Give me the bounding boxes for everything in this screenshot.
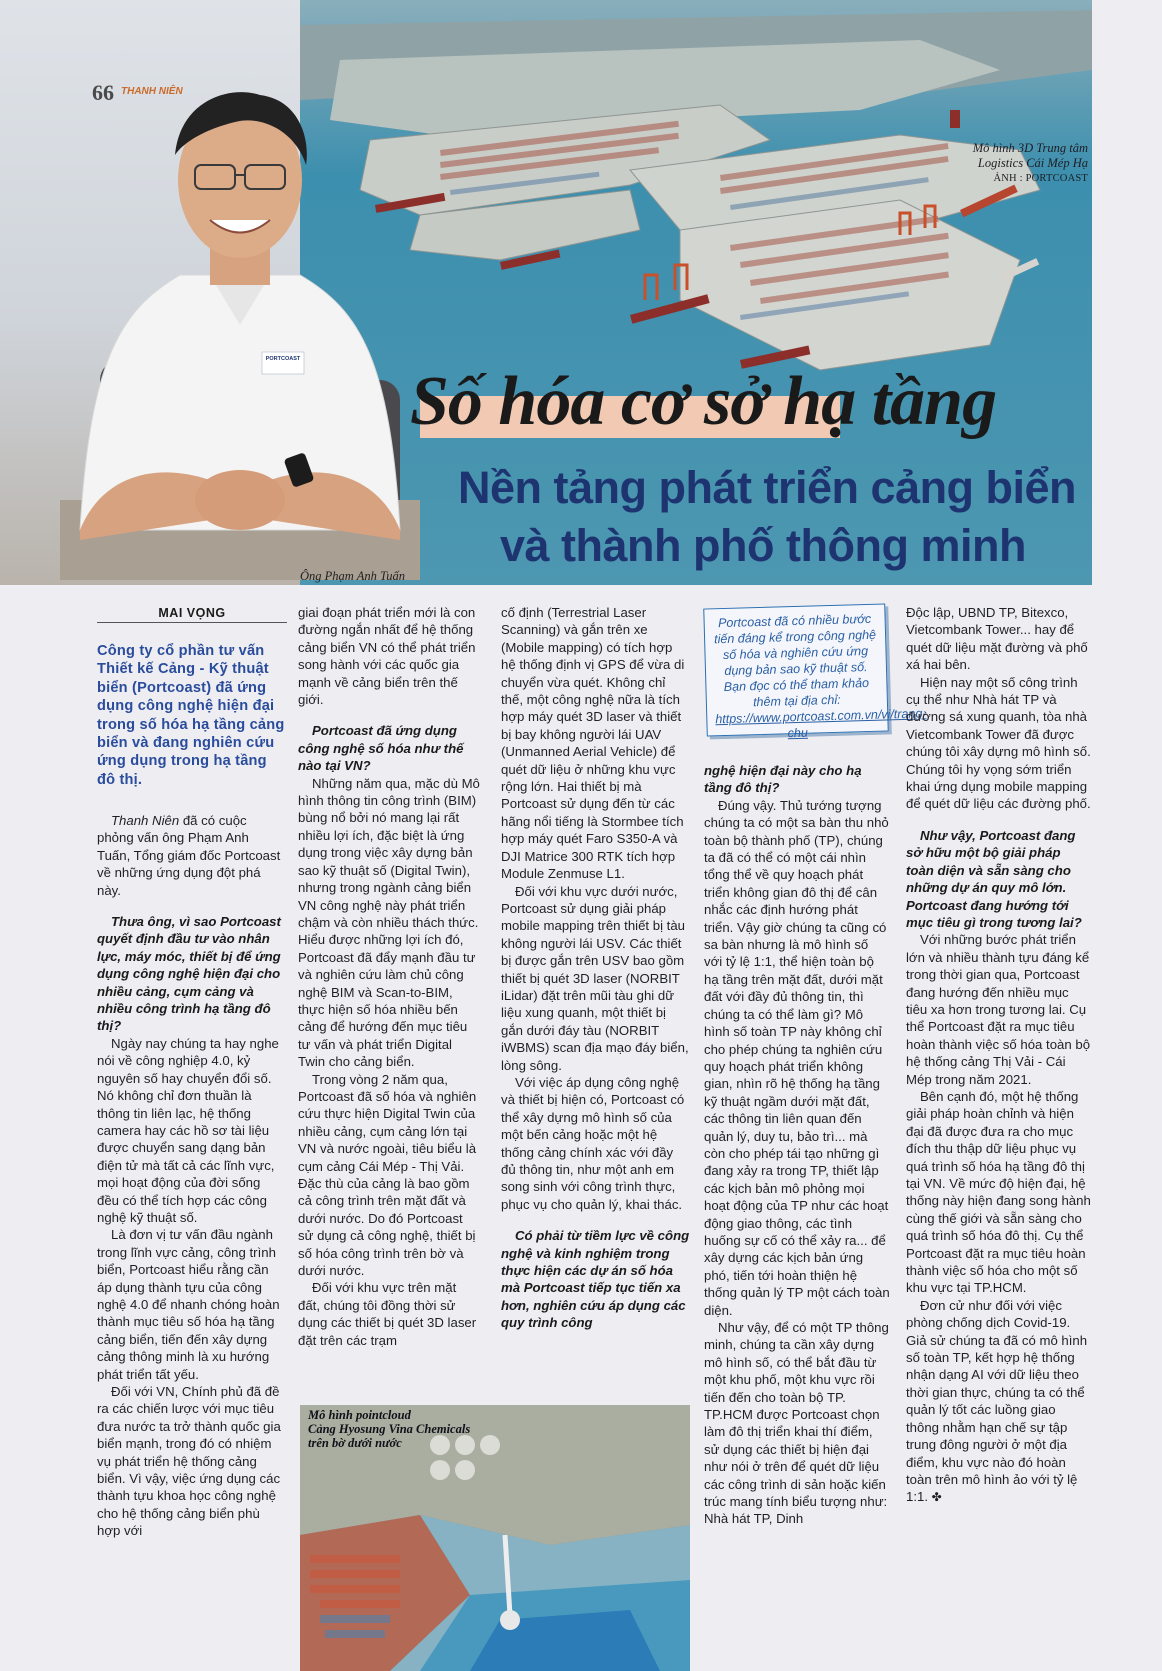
pointcloud-caption <box>308 1408 470 1450</box>
shirt-logo: PORTCOAST <box>265 356 301 362</box>
interview-question-2: Portcoast đã ứng dụng công nghệ số hóa như thế nào tại VN? <box>298 723 464 774</box>
interview-question-1: Thưa ông, vì sao Portcoast quyết định đầu tư vào nhân lực, máy móc, thiết bị để ứng dụng công nghệ hiện đại cho nhiều cảng, cụm cảng và nhiều công trình hạ tầng đô thị? <box>97 914 281 1034</box>
intro-text: đã có cuộc phỏng vấn ông Phạm Anh Tuấn, Tổng giám đốc Portcoast về những ứng dụng đột phá này. <box>97 813 281 898</box>
answer-paragraph: Với việc áp dụng công nghệ và thiết bị hiện có, Portcoast có thể xây dựng mô hình số của một bến cảng hoặc một hệ thống cảng chính xác với đầy đủ thông tin, như một anh em song sinh với công trình thực, phục vụ cho quản lý, khai thác. <box>501 1074 685 1212</box>
portrait-caption: Ông Phạm Anh Tuấn <box>300 569 405 583</box>
article-column-5 <box>906 604 1092 1507</box>
subheadline-line2: và thành phố thông minh <box>500 520 1026 571</box>
answer-paragraph: Là đơn vị tư vấn đầu ngành trong lĩnh vực cảng, công trình biển, Portcoast hiểu rằng cần áp dụng thành tựu của công nghệ 4.0 để nhanh chóng hoàn thành mục tiêu số hóa hạ tầng cảng biển, tiến đến xây dựng cảng thông minh là xu hướng phát triển tất yếu. <box>97 1227 280 1382</box>
answer-paragraph: Với những bước phát triển lớn và nhiều thành tựu đáng kể trong thời gian qua, Portcoast đang hướng đến nhiều mục tiêu xa hơn trong tương lai. Cụ thể Portcoast đặt ra mục tiêu hoàn thành việc số hóa toàn bộ hệ thống cảng Thị Vải - Cái Mép trong năm 2021. <box>906 932 1091 1087</box>
portrait-illustration <box>60 60 420 580</box>
answer-paragraph: Trong vòng 2 năm qua, Portcoast đã số hóa và nghiên cứu thực hiện Digital Twin của nhiều cảng, cụm cảng lớn tại VN và nước ngoài, tiêu biểu là cụm cảng Cái Mép - Thị Vải. Đặc thù của cảng là bao gồm cả công trình trên mặt đất và dưới nước. Do đó Portcoast sử dụng cả công nghệ, thiết bị số hóa công trình trên bờ và dưới nước. <box>298 1071 477 1279</box>
answer-paragraph: Độc lập, UBND TP, Bitexco, Vietcombank Tower... hay để quét dữ liệu mặt đường và phố xá hai bên. <box>906 605 1088 673</box>
article-column-3 <box>501 604 690 1332</box>
answer-paragraph: Như vậy, để có một TP thông minh, chúng ta cần xây dựng mô hình số, có thể bắt đầu từ một khu phố, một khu vực rồi tiến đến cho toàn bộ TP. TP.HCM được Portcoast chọn làm đô thị triển khai thí điểm, sử dụng các thiết bị hiện đại như nói ở trên để quét dữ liệu các công trình di sản hoặc kiến trúc mang tính biểu tượng như: Nhà hát TP, Dinh <box>704 1320 889 1527</box>
intro-paragraph <box>97 812 284 899</box>
answer-paragraph: Đối với khu vực trên mặt đất, chúng tôi đồng thời sử dụng các thiết bị quét 3D laser đặt trên các trạm <box>298 1280 477 1348</box>
page-number: 66 <box>92 80 114 105</box>
interview-question-4: Như vậy, Portcoast đang sở hữu một bộ giải pháp toàn diện và sẵn sàng cho những dự án quy mô lớn. Portcoast đang hướng tới mục tiêu gì trong tương lai? <box>906 827 1082 930</box>
answer-paragraph: Đúng vậy. Thủ tướng tượng chúng ta có một sa bàn thu nhỏ toàn bộ thành phố (TP), chúng ta đã có thể có một cái nhìn tổng thể về quy hoạch phát triển không gian đô thị để cân nhắc các định hướng phát triển. Vậy giờ chúng ta cũng có sa bàn nhưng là mô hình số với tỷ lệ 1:1, thể hiện toàn bộ hạ tầng trên mặt đất, dưới mặt đất với đầy đủ thông tin, thì chúng ta có thể làm gì? Mô hình số toàn TP này không chỉ cho phép chúng ta nghiên cứu quy hoạch phát triển không gian, nhìn rõ hệ thống hạ tầng kỹ thuật ngầm dưới mặt đất, các thông tin liên quan đến quản lý, duy tu, bảo trì... mà còn cho phép tái tạo những gì đang xảy ra trong TP, thiết lập các kịch bản mô phỏng mọi hoạt động của TP như các hoạt động giao thông, các tình huống sự cố có thể xảy ra... để xây dựng các kịch bản ứng phó, tiến tới hoàn thiện hệ thống quản lý TP một cách toàn diện. <box>704 797 890 1318</box>
headline: Số hóa cơ sở hạ tầng <box>410 363 997 440</box>
callout-text: Portcoast đã có nhiều bước tiến đáng kể trong công nghệ số hóa và nghiên cứu ứng dụng bản sao kỹ thuật số. Bạn đọc có thể tham khảo thêm tại địa chỉ: <box>713 611 877 710</box>
answer-paragraph: Ngày nay chúng ta hay nghe nói về công nghiệp 4.0, kỷ nguyên số hay chuyển đổi số. Nó không chỉ đơn thuần là thông tin liên lạc, hệ thống camera hay các hồ sơ tài liệu được chuyển sang dạng bản điện tử mà tất cả các lĩnh vực, mọi hoạt động của đời sống đều có thể tích hợp các công nghệ kỹ thuật số. <box>97 1035 279 1225</box>
hero-caption <box>973 141 1088 186</box>
website-link[interactable]: https://www.portcoast.com.vn/vi/trang-chu <box>715 706 927 741</box>
hero-caption-line2: Logistics Cái Mép Hạ <box>977 156 1088 170</box>
end-mark-icon: ✤ <box>931 1490 942 1505</box>
author-byline: MAI VỌNG <box>97 606 287 623</box>
section-tag: THANH NIÊN <box>121 86 183 97</box>
pointcloud-caption-line2: Cảng Hyosung Vina Chemicals <box>308 1422 471 1436</box>
answer-paragraph: Bên cạnh đó, một hệ thống giải pháp hoàn chỉnh và hiện đại đã được đưa ra cho mục đích thu thập dữ liệu phục vụ quá trình số hóa hạ tầng đô thị tại VN. Về mức độ hiện đại, hệ thống này hiện đang song hành cùng thế giới và sẵn sàng cho quá trình số hóa đô thị. Cụ thể Portcoast đặt ra mục tiêu hoàn thành việc số hóa cho một số khu vực tại TP.HCM. <box>906 1088 1091 1296</box>
answer-paragraph: giai đoạn phát triển mới là con đường ngắn nhất để hệ thống cảng biển VN có thể phát triển song hành với các quốc gia mạnh về cảng biển trên thế giới. <box>298 605 476 708</box>
publication-name: Thanh Niên <box>111 813 180 828</box>
interview-question-3-continued: nghệ hiện đại này cho hạ tầng đô thị? <box>704 763 862 796</box>
portrait-photo <box>60 60 420 580</box>
answer-paragraph: Đối với khu vực dưới nước, Portcoast sử dụng giải pháp mobile mapping trên thiết bị tàu không người lái USV. Các thiết bị được gắn trên USV bao gồm thiết bị quét 3D laser (NORBIT iLidar) đặt trên mũi tàu ghi dữ liệu xung quanh, một thiết bị gắn dưới đáy tàu (NORBIT iWBMS) scan địa mạo đáy biển, lòng sông. <box>501 883 689 1073</box>
article-column-4 <box>704 762 890 1528</box>
answer-paragraph: Hiện nay một số công trình cụ thể như Nhà hát TP và đường sá xung quanh, tòa nhà Vietcombank Tower đã được chúng tôi xây dựng mô hình số. Chúng tôi hy vọng sớm triển khai ứng dụng mobile mapping để quét dữ liệu các đường phố. <box>906 674 1091 812</box>
answer-paragraph: Những năm qua, mặc dù Mô hình thông tin công trình (BIM) bùng nổ bởi nó mang lại rất nhiều lợi ích, đặc biệt là ứng dụng trong việc xây dựng bản sao kỹ thuật số (Digital Twin), nhưng trong ngành cảng biển VN công nghệ này phát triển chậm và còn nhiều thách thức. Hiểu được những lợi ích đó, Portcoast đã đẩy mạnh đầu tư và nghiên cứu làm chủ công nghệ BIM và Scan-to-BIM, thực hiện số hóa nhiều bến cảng để hướng đến mục tiêu tư vấn và phát triển Digital Twin cho cảng biển. <box>298 775 480 1070</box>
closing-text: Đơn cử như đối với việc phòng chống dịch Covid-19. Giả sử chúng ta đã có mô hình số toàn TP, kết hợp hệ thống nhận dạng AI với dữ liệu theo thời gian thực, chúng ta có thể quản lý tốt các luồng giao thông nhằm hạn chế sự tập trung đông người ở một địa điểm, khu vực nào đó hoàn toàn trên mô hình ảo với tỷ lệ 1:1. <box>906 1297 1088 1505</box>
photo-credit: ẢNH : PORTCOAST <box>993 173 1088 184</box>
hero-caption-line1: Mô hình 3D Trung tâm <box>972 141 1088 155</box>
interview-question-3: Có phải từ tiềm lực về công nghệ và kinh nghiệm trong thực hiện các dự án số hóa mà Portcoast tiếp tục tiến xa hơn, nghiên cứu áp dụng các quy trình công <box>501 1228 690 1331</box>
pointcloud-caption-line1: Mô hình pointcloud <box>308 1408 411 1422</box>
article-column-2 <box>298 604 481 1349</box>
lead-paragraph: Công ty cổ phần tư vấn Thiết kế Cảng - Kỹ thuật biển (Portcoast) đã ứng dụng công nghệ hiện đại trong số hóa hạ tầng cảng biển và đang nghiên cứu ứng dụng trong hạ tầng đô thị. <box>97 643 285 788</box>
pointcloud-caption-line3: trên bờ dưới nước <box>308 1436 402 1450</box>
article-column-1 <box>97 812 284 1540</box>
answer-paragraph: Đối với VN, Chính phủ đã đề ra các chiến lược với mục tiêu đưa nước ta trở thành quốc gia biển mạnh, trong đó có nhiệm vụ phát triển hệ thống cảng biển. Vì vậy, việc ứng dụng các thành tựu khoa học công nghệ cho hệ thống cảng biển phù hợp với <box>97 1384 281 1539</box>
answer-paragraph <box>906 1297 1092 1507</box>
subheadline-line1: Nền tảng phát triển cảng biển <box>458 462 1077 513</box>
callout-box <box>703 603 927 741</box>
answer-paragraph: cố định (Terrestrial Laser Scanning) và gắn trên xe (Mobile mapping) có tích hợp hệ thống định vị GPS để vừa di chuyển vừa quét. Không chỉ thế, một công nghệ nữa là tích hợp máy quét 3D laser và thiết bị bay không người lái UAV (Unmanned Aerial Vehicle) để quét dữ liệu ở những khu vực rộng lớn. Hai thiết bị mà Portcoast sử dụng đến từ các hãng nổi tiếng là Stormbee tích hợp máy quét Faro S350-A và DJI Matrice 300 RTK tích hợp Module Zenmuse L1. <box>501 605 685 882</box>
